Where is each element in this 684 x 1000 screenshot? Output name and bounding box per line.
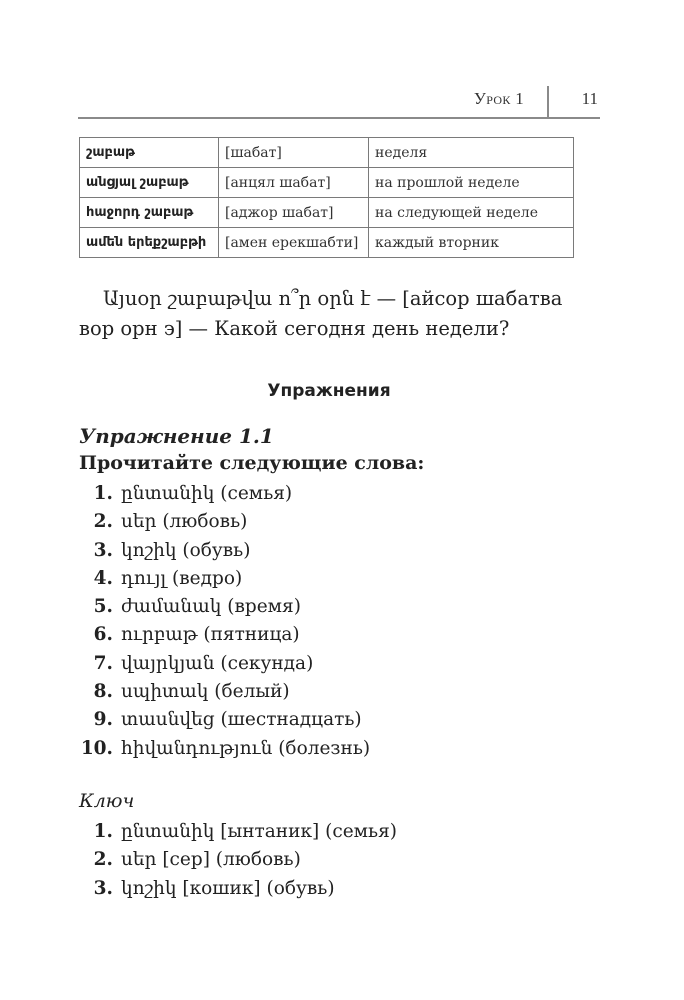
item-number: 3. (93, 539, 113, 561)
item-number: 3. (93, 877, 113, 899)
list-item (79, 846, 397, 874)
item-number: 9. (93, 709, 113, 731)
armenian-cell: շաբաթ (80, 138, 219, 168)
item-number: 10. (80, 737, 113, 759)
list-item (79, 508, 370, 536)
list-item (79, 678, 370, 706)
list-item (79, 565, 370, 593)
item-number: 8. (93, 681, 113, 703)
list-item (79, 735, 370, 763)
list-item (79, 537, 370, 565)
answer-key-list (79, 818, 397, 903)
item-number: 6. (93, 624, 113, 646)
item-text: դույլ (ведро) (121, 567, 243, 589)
russian-cell: каждый вторник (369, 228, 574, 258)
armenian-cell: ամեն երեքշաբթի (80, 228, 219, 258)
transcription-cell: [аджор шабат] (219, 198, 369, 228)
list-item (79, 480, 370, 508)
page-number: 11 (581, 89, 598, 108)
item-text: վայրկյան (секунда) (121, 652, 314, 674)
item-text: սպիտակ (белый) (121, 681, 290, 703)
key-title: Ключ (79, 790, 135, 812)
item-number: 5. (93, 596, 113, 618)
table-row (80, 168, 574, 198)
item-text: ուրբաթ (пятница) (121, 624, 300, 646)
paragraph-text: Այսօր շաբաթվա ո՞ր օրն է — [айсор шабатва вор орн э] — Какой сегодня день недели? (79, 287, 563, 340)
list-item (79, 621, 370, 649)
vocabulary-table (79, 137, 574, 258)
armenian-cell: հաջորդ շաբաթ (80, 198, 219, 228)
item-number: 2. (93, 511, 113, 533)
russian-cell: на прошлой неделе (369, 168, 574, 198)
list-item (79, 593, 370, 621)
list-item (79, 875, 397, 903)
item-number: 4. (93, 567, 113, 589)
item-text: սեր [сер] (любовь) (121, 849, 301, 871)
list-item (79, 706, 370, 734)
item-text: կոշիկ (обувь) (121, 539, 251, 561)
item-text: սեր (любовь) (121, 511, 248, 533)
item-number: 2. (93, 849, 113, 871)
item-number: 7. (93, 652, 113, 674)
example-paragraph (79, 284, 579, 344)
running-head (78, 86, 600, 119)
header-divider (547, 86, 549, 117)
armenian-cell: անցյալ շաբաթ (80, 168, 219, 198)
list-item (79, 650, 370, 678)
exercise-word-list (79, 480, 370, 763)
item-text: ընտանիկ [ынтаник] (семья) (121, 821, 398, 842)
item-text: ժամանակ (время) (121, 596, 301, 618)
transcription-cell: [шабат] (219, 138, 369, 168)
item-text: հիվանդություն (болезнь) (121, 737, 371, 759)
transcription-cell: [анцял шабат] (219, 168, 369, 198)
russian-cell: неделя (369, 138, 574, 168)
item-text: ընտանիկ (семья) (121, 483, 293, 504)
item-text: կոշիկ [кошик] (обувь) (121, 877, 335, 899)
exercise-title: Упражнение 1.1 (79, 424, 274, 448)
item-number: 1. (93, 821, 113, 842)
exercise-instruction: Прочитайте следующие слова: (79, 452, 425, 474)
list-item (79, 818, 397, 846)
lesson-label: Урок 1 (473, 89, 524, 108)
section-title: Упражнения (267, 381, 391, 401)
item-number: 1. (93, 483, 113, 504)
table-row (80, 138, 574, 168)
item-text: տասնվեց (шестнадцать) (121, 709, 362, 731)
table-row (80, 198, 574, 228)
table-row (80, 228, 574, 258)
transcription-cell: [амен ерекшабти] (219, 228, 369, 258)
russian-cell: на следующей неделе (369, 198, 574, 228)
